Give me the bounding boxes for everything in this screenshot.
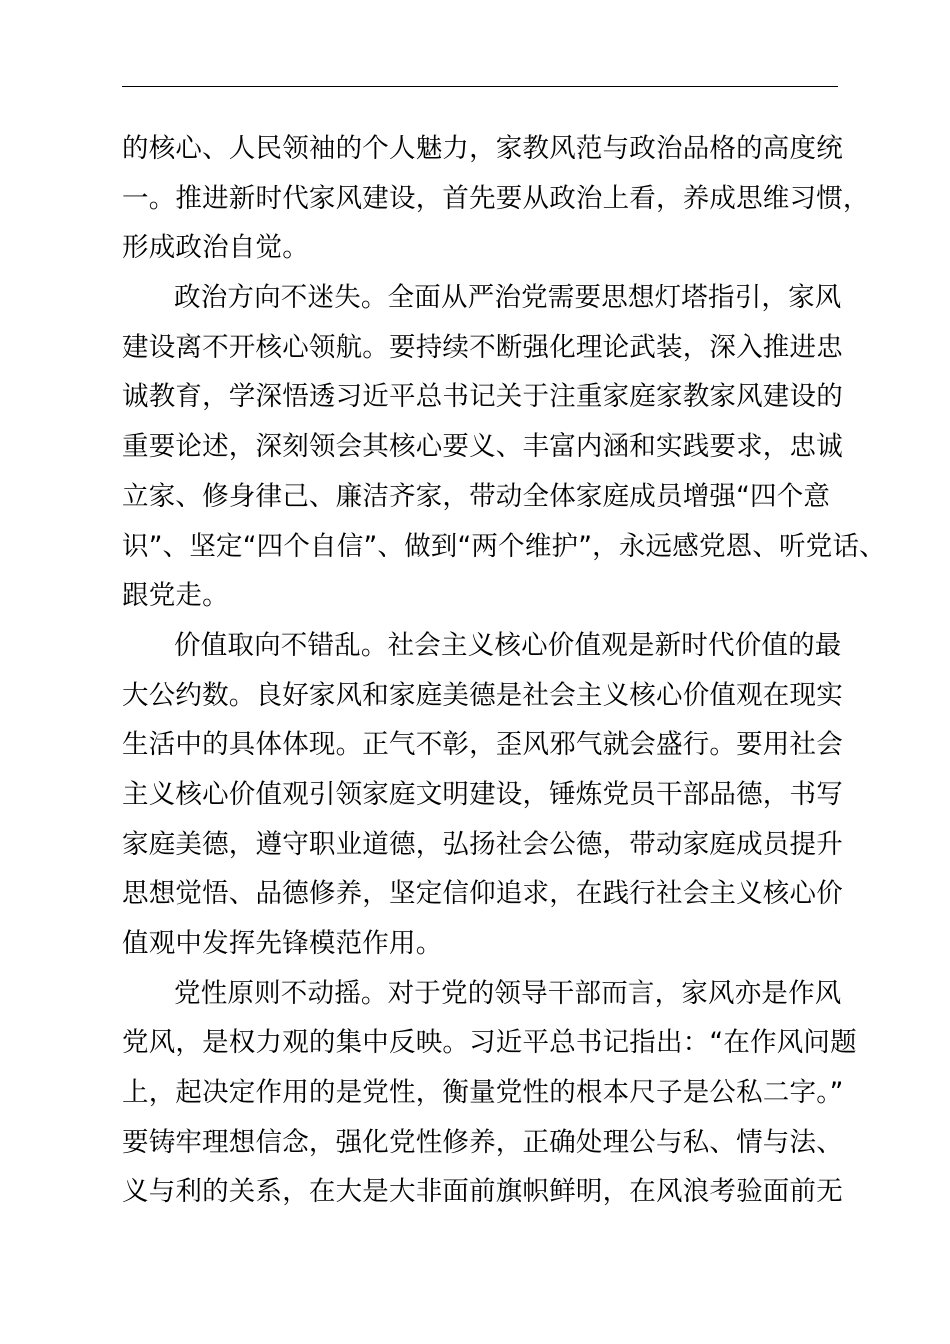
text-line: 党风，是权力观的集中反映。习近平总书记指出：“在作风问题 (122, 1027, 857, 1059)
text-line: 的核心、人民领袖的个人魅力，家教风范与政治品格的高度统 (122, 133, 843, 164)
text-line: 义与利的关系，在大是大非面前旗帜鲜明，在风浪考验面前无 (122, 1176, 843, 1208)
text-line: 主义核心价值观引领家庭文明建设，锤炼党员干部品德，书写 (122, 778, 843, 810)
text-line: 上，起决定作用的是党性，衡量党性的根本尺子是公私二字。” (122, 1077, 844, 1109)
text-line: 一。推进新时代家风建设，首先要从政治上看，养成思维习惯， (122, 182, 870, 214)
text-line: 大公约数。良好家风和家庭美德是社会主义核心价值观在现实 (122, 679, 843, 711)
text-line: 建设离不开核心领航。要持续不断强化理论武装，深入推进忠 (122, 331, 843, 363)
text-line: 家庭美德，遵守职业道德，弘扬社会公德，带动家庭成员提升 (122, 828, 843, 860)
document-body (122, 124, 886, 1217)
text-line: 思想觉悟、品德修养，坚定信仰追求，在践行社会主义核心价 (122, 878, 843, 910)
paragraph-start-line: 政治方向不迷失。全面从严治党需要思想灯塔指引，家风 (174, 282, 842, 314)
paragraph-start-line: 党性原则不动摇。对于党的领导干部而言，家风亦是作风 (174, 977, 842, 1009)
text-line: 值观中发挥先锋模范作用。 (122, 928, 443, 959)
text-line: 诚教育，学深悟透习近平总书记关于注重家庭家教家风建设的 (122, 381, 843, 413)
text-line: 要铸牢理想信念，强化党性修养，正确处理公与私、情与法、 (122, 1126, 843, 1158)
paragraph-start-line: 价值取向不错乱。社会主义核心价值观是新时代价值的最 (174, 629, 842, 661)
text-line: 生活中的具体体现。正气不彰，歪风邪气就会盛行。要用社会 (122, 729, 843, 761)
header-divider (122, 86, 838, 87)
text-line: 形成政治自觉。 (122, 232, 309, 264)
text-line: 跟党走。 (122, 580, 229, 612)
text-line: 立家、修身律己、廉洁齐家，带动全体家庭成员增强“四个意 (122, 480, 831, 512)
text-line: 重要论述，深刻领会其核心要义、丰富内涵和实践要求，忠诚 (122, 431, 843, 463)
text-line: 识”、坚定“四个自信”、做到“两个维护”，永远感党恩、听党话、 (122, 530, 886, 562)
